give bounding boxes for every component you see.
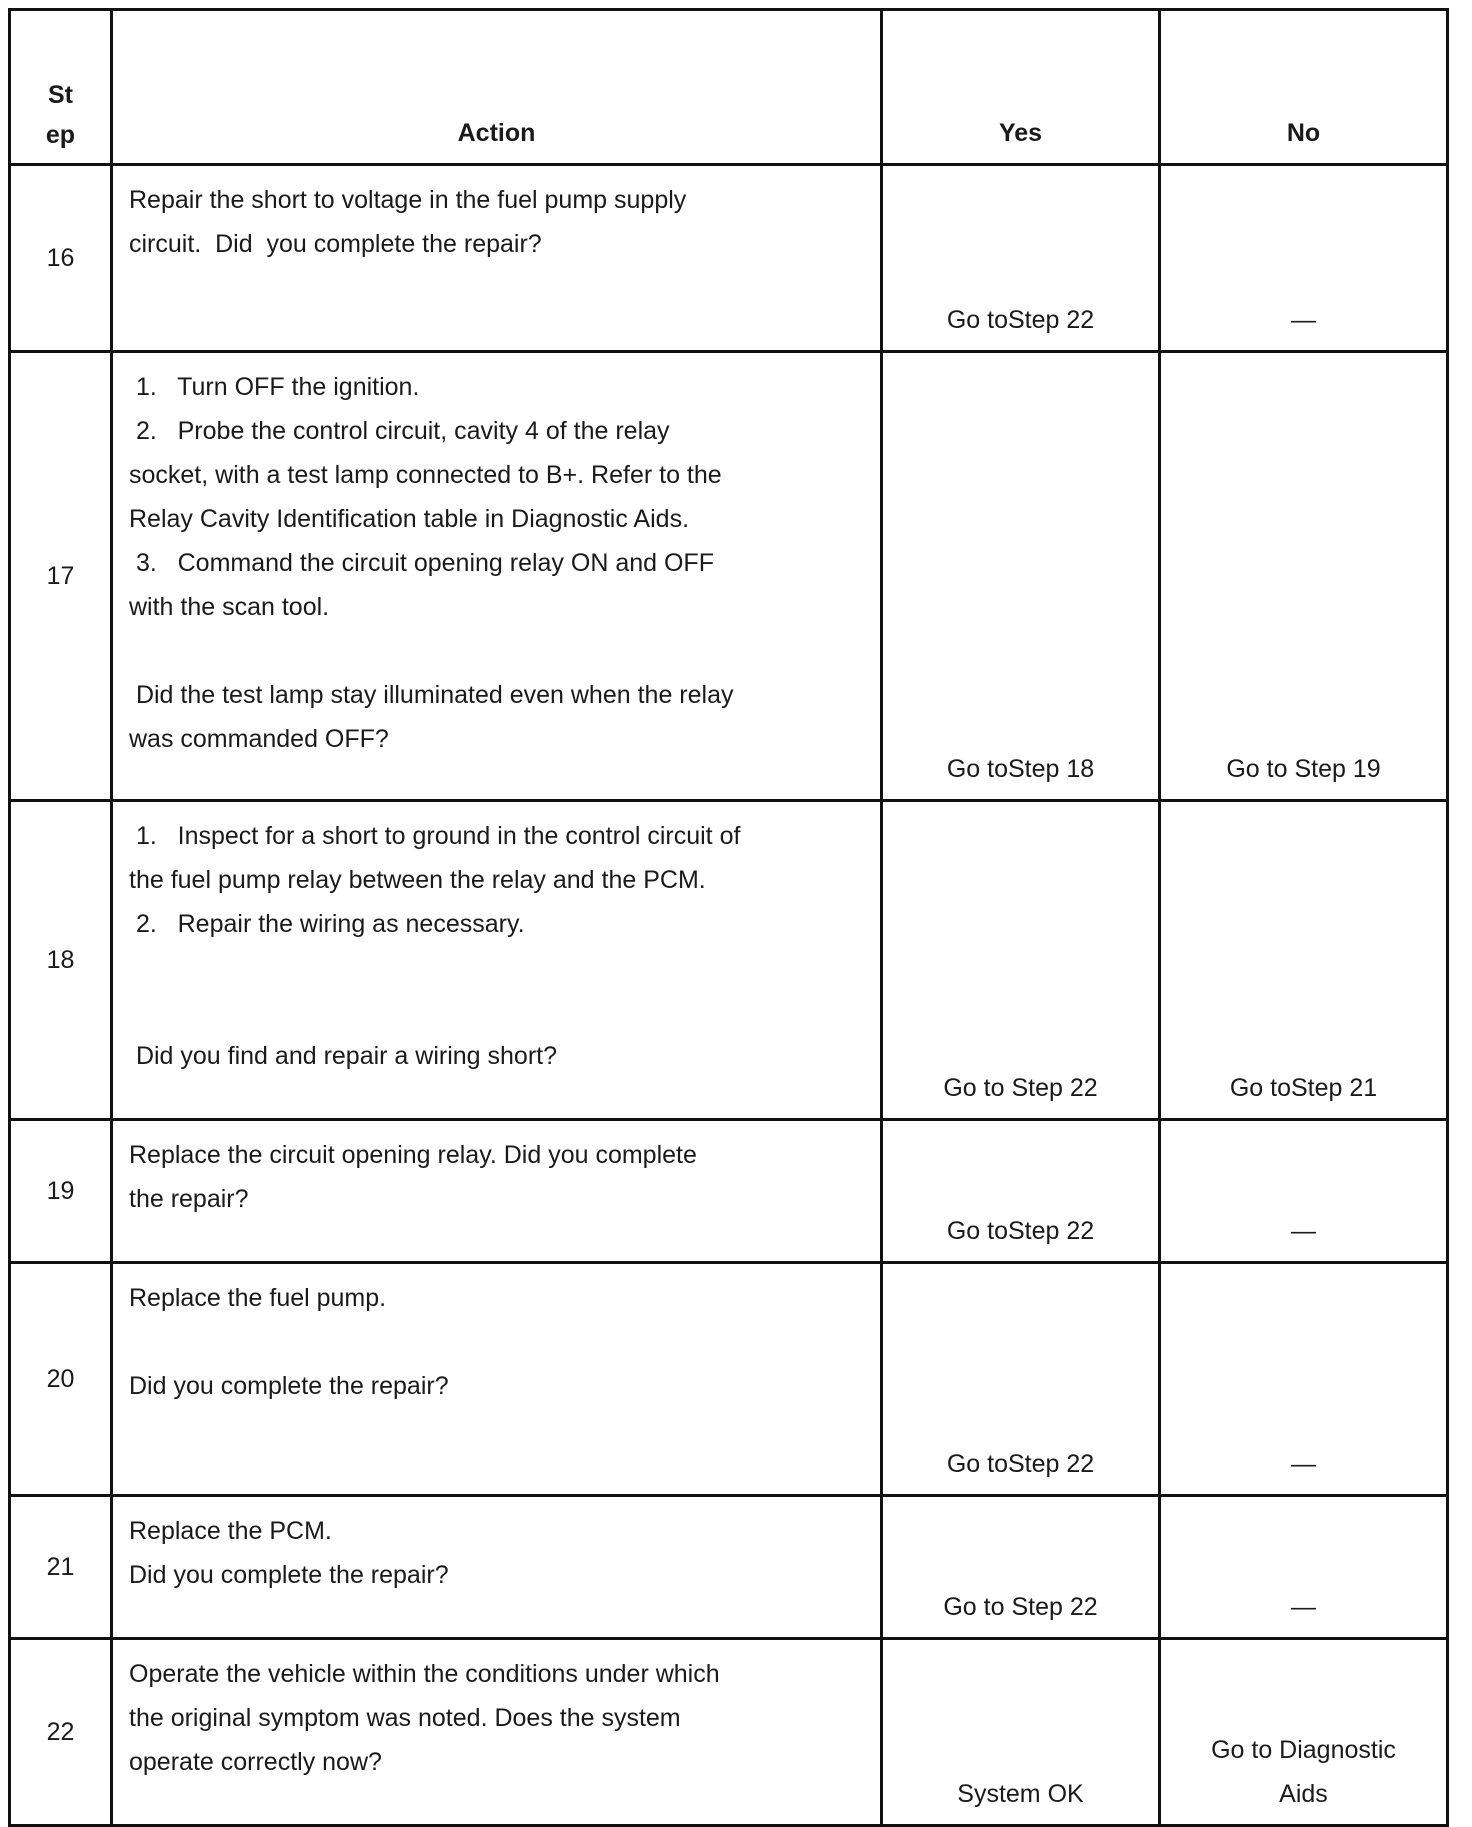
yes-cell: Go toStep 22 — [882, 165, 1160, 352]
no-cell: — — [1160, 165, 1448, 352]
action-line: Replace the PCM. — [129, 1517, 332, 1545]
action-cell — [112, 1496, 882, 1639]
header-step-line2: ep — [45, 121, 76, 149]
table-row — [10, 165, 1448, 352]
action-cell — [112, 165, 882, 352]
blank-line — [129, 946, 864, 990]
action-line: Replace the fuel pump. — [129, 1284, 387, 1312]
no-line: Aids — [1279, 1780, 1328, 1808]
yes-cell: System OK — [882, 1639, 1160, 1826]
action-line: Operate the vehicle within the conditions under which — [129, 1660, 720, 1688]
table-row — [10, 801, 1448, 1120]
action-line: 2. Probe the control circuit, cavity 4 of the relay — [129, 417, 670, 445]
action-line: with the scan tool. — [129, 593, 330, 621]
header-action: Action — [112, 10, 882, 165]
no-cell: Go toStep 21 — [1160, 801, 1448, 1120]
yes-cell: Go to Step 22 — [882, 1496, 1160, 1639]
action-line: Did you find and repair a wiring short? — [129, 1042, 558, 1070]
table-row — [10, 1496, 1448, 1639]
action-cell — [112, 801, 882, 1120]
yes-cell: Go toStep 22 — [882, 1263, 1160, 1496]
action-line: the repair? — [129, 1185, 249, 1213]
table-row — [10, 352, 1448, 801]
step-number: 22 — [10, 1639, 112, 1826]
table-row — [10, 1639, 1448, 1826]
no-cell: Go to Step 19 — [1160, 352, 1448, 801]
action-line: 1. Inspect for a short to ground in the control circuit of — [129, 822, 741, 850]
action-line: Replace the circuit opening relay. Did you complete — [129, 1141, 697, 1169]
yes-cell: Go to Step 22 — [882, 801, 1160, 1120]
header-step — [10, 10, 112, 165]
action-line: Repair the short to voltage in the fuel pump supply — [129, 186, 687, 214]
no-cell: — — [1160, 1496, 1448, 1639]
blank-line — [129, 990, 864, 1034]
action-cell — [112, 1120, 882, 1263]
no-cell: — — [1160, 1263, 1448, 1496]
step-number: 21 — [10, 1496, 112, 1639]
no-cell — [1160, 1639, 1448, 1826]
action-line: the fuel pump relay between the relay and the PCM. — [129, 866, 706, 894]
no-line: Go to Diagnostic — [1211, 1736, 1396, 1764]
action-line: circuit. Did you complete the repair? — [129, 230, 542, 258]
header-yes: Yes — [882, 10, 1160, 165]
action-cell — [112, 1263, 882, 1496]
no-cell: — — [1160, 1120, 1448, 1263]
step-number: 19 — [10, 1120, 112, 1263]
diagnostic-table — [8, 8, 1449, 1827]
action-line: operate correctly now? — [129, 1748, 382, 1776]
table-row — [10, 1120, 1448, 1263]
yes-cell: Go toStep 18 — [882, 352, 1160, 801]
header-row — [10, 10, 1448, 165]
header-step-line1: St — [48, 81, 73, 109]
table-row — [10, 1263, 1448, 1496]
yes-cell: Go toStep 22 — [882, 1120, 1160, 1263]
step-number: 16 — [10, 165, 112, 352]
action-line: Relay Cavity Identification table in Diagnostic Aids. — [129, 505, 690, 533]
action-line: the original symptom was noted. Does the system — [129, 1704, 681, 1732]
action-cell — [112, 1639, 882, 1826]
action-line: 1. Turn OFF the ignition. — [129, 373, 420, 401]
action-line: Did you complete the repair? — [129, 1372, 449, 1400]
action-line: socket, with a test lamp connected to B+. Refer to the — [129, 461, 722, 489]
action-cell — [112, 352, 882, 801]
action-line: 2. Repair the wiring as necessary. — [129, 910, 525, 938]
action-line: 3. Command the circuit opening relay ON and OFF — [129, 549, 714, 577]
blank-line — [129, 629, 864, 673]
action-line: Did the test lamp stay illuminated even when the relay — [129, 681, 734, 709]
action-line: was commanded OFF? — [129, 725, 389, 753]
header-no: No — [1160, 10, 1448, 165]
blank-line — [129, 1320, 864, 1364]
step-number: 17 — [10, 352, 112, 801]
step-number: 18 — [10, 801, 112, 1120]
action-line: Did you complete the repair? — [129, 1561, 449, 1589]
step-number: 20 — [10, 1263, 112, 1496]
